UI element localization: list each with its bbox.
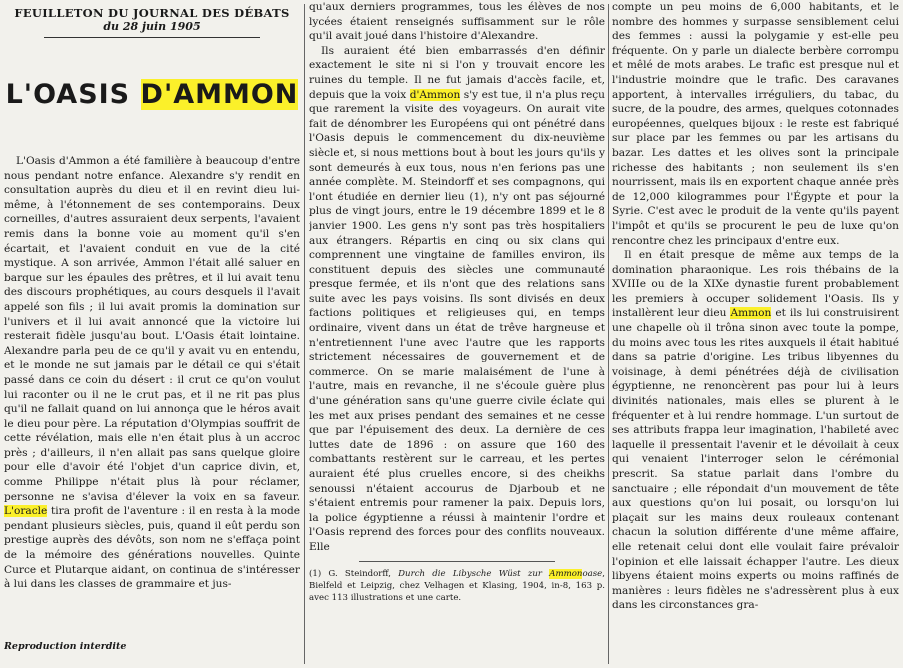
text-run: et ils lui construisirent une chapelle où il trôna sinon avec toute la pompe, du moins avec tous les rites auxquels il était habitué dans sa patrie d'origine. Les tribus libyennes du voisinage, à demi pénétrées déjà de civilisation égyptienne, ne renoncèrent pas pour lui à leurs divinités nationales, mais elles se plurent à le fréquenter et à lui rendre hommage. L'un surtout de ses attributs frappa leur imagination, l'habileté avec laquelle il pressentait l'avenir et le dévoilait à ceux qui venaient l'interroger selon le cérémonial prescrit. Sa statue parlait dans l'ombre du sanctuaire ; elle répondait d'un mouvement de tête aux questions qu'on lui posait, ou lorsqu'on lui plaçait sur les mains deux rouleaux contenant chacun la solution différente d'une même affaire, elle retenait celui dont elle voulait faire prévaloir l'opinion et elle laissait échapper l'autre. Les dieux libyens étaient moins experts ou moins raffinés de manières : leurs fidèles ne s'adressèrent plus à eux dans les circonstances gra- xyxy=(612,307,899,612)
title-part-2-highlighted: D'AMMON xyxy=(140,79,299,110)
text-run: L'Oasis d'Ammon a été familière à beaucoup d'entre nous pendant notre enfance. Alexandre s'y rendit en consultation auprès du dieu et il en revint dieu lui-même, à l'étonnement de ses contemporains. Deux corneilles, d'autres assuraient deux serpents, l'avaient remis dans la bonne voie au moment qu'il s'en écartait, et l'avaient conduit en vue de la cité mystique. A son arrivée, Ammon l'était allé saluer en barque sur les épaules des prêtres, et il lui avait tenu des discours prophétiques, au cours desquels il l'avait appelé son fils ; il lui avait promis la domination sur l'univers et il lui avait annoncé que la victoire lui resterait fidèle jusqu'au bout. L'Oasis était lointaine. Alexandre parla peu de ce qu'il y avait vu en entendu, et le monde ne sut jamais par le détail ce qui s'était passé dans ce coin du désert : il crut ce qu'on voulut lui raconter ou il ne le crut pas, et il ne rit pas plus qu'il ne fallait quand on lui annonça que le héros avait le dieu pour père. La réputation d'Olympias souffrit de cette révélation, mais elle n'en était plus à un accroc près ; d'ailleurs, il n'en allait pas sans quelque gloire pour elle d'avoir été l'objet d'un caprice divin, et, comme Philippe n'était plus là pour réclamer, personne ne s'avisa d'élever la voix en sa faveur. xyxy=(4,155,300,503)
paragraph xyxy=(4,154,300,592)
feuilleton-date: du 28 juin 1905 xyxy=(103,20,201,33)
footnote-title: Durch die Libysche Wüst zur xyxy=(398,568,550,579)
feuilleton-header: FEUILLETON DU JOURNAL DES DÉBATS xyxy=(14,6,290,20)
column-3 xyxy=(612,0,899,668)
paragraph: qu'aux derniers programmes, tous les élèves de nos lycées étaient renseignés suffisamment sur le rôle qu'il avait joué dans l'histoire d'Alexandre. xyxy=(309,1,605,43)
column-rule-left xyxy=(304,4,305,664)
article-title xyxy=(4,80,300,110)
footnote xyxy=(309,568,605,604)
title-part-1: L'OASIS xyxy=(5,79,141,110)
column-2-text xyxy=(309,0,605,555)
text-run: s'y est tue, il n'a plus reçu que rarement la visite des voyageurs. On aurait vite fait de dénombrer les Européens qui ont pénétré dans l'Oasis depuis le commencement du dix-neuvième siècle et, si nous mettions bout à bout les jours qu'ils y sont demeurés à eux tous, nous n'en ferions pas une année complète. M. Steindorff et ses compagnons, qui l'ont étudiée en dernier lieu (1), n'y ont pas séjourné plus de vingt jours, entre le 19 décembre 1899 et le 8 janvier 1900. Les gens n'y sont pas très hospitaliers aux étrangers. Répartis en cinq ou six clans qui comprennent une vingtaine de familles environ, ils constituent depuis des siècles une communauté presque fermée, et ils n'ont que des relations sans suite avec les pays voisins. Ils sont divisés en deux factions politiques et religieuses qui, en temps ordinaire, vivent dans un état de trêve hargneuse et n'entretiennent l'une avec l'autre que les rapports strictement nécessaires de gouvernement et de commerce. On se marie malaisément de l'une à l'autre, mais en revanche, il ne s'écoule guère plus d'une génération sans qu'une guerre civile éclate qui les met aux prises pendant des semaines et ne cesse que par l'épuisement des deux. La dernière de ces luttes date de 1896 : on assure que 160 des combattants restèrent sur le carreau, et les pertes auraient été plus cruelles encore, si des cheikhs senoussi n'étaient accourus de Djarboub et ne s'étaient entremis pour ramener la paix. Depuis lors, la police égyptienne a réussi à maintenir l'ordre et l'Oasis reprend des forces pour des conflits nouveaux. Elle xyxy=(309,88,605,553)
column-2 xyxy=(309,0,605,668)
column-1 xyxy=(4,0,300,668)
paragraph: compte un peu moins de 6,000 habitants, et le nombre des hommes y surpasse sensiblement celui des femmes : aussi la polygamie y est-elle peu fréquente. On y parle un dialecte berbère corrompu et mêlé de mots arabes. Le trafic est presque nul et l'industrie moindre que le trafic. Des caravanes apportent, à intervalles irréguliers, du tabac, du sucre, de la poudre, des armes, quelques cotonnades européennes, quelques bijoux : le reste est fabriqué sur place par les femmes ou par les artisans du bazar. Les dattes et les olives sont la principale richesse des habitants ; non seulement ils s'en nourrissent, mais ils en exportent chaque année près de 12,000 kilogrammes pour l'Égypte et pour la Syrie. C'est avec le produit de la vente qu'ils payent l'impôt et qu'ils se procurent le peu de luxe qu'on rencontre chez les principaux d'entre eux. xyxy=(612,1,899,247)
footnote-rule xyxy=(359,561,555,562)
text-run: (1) G. Steindorff, xyxy=(309,568,399,579)
footnote-title: oase xyxy=(582,568,603,579)
text-run: Ils auraient été bien embarrassés d'en définir exactement le site ni si l'on y trouvait encore les ruines du temple. Il ne fut jamais d'accès facile, et, depuis que la voix xyxy=(309,44,605,101)
text-run: tira profit de l'aventure : il en resta à la mode pendant plusieurs siècles, puis, quand il eût perdu son prestige auprès des dévôts, son nom ne s'effaça point de la mémoire des générations nouvelles. Quinte Curce et Plutarque aidant, on continua de s'intéresser à lui dans les classes de grammaire et jus- xyxy=(4,505,300,591)
column-1-text xyxy=(4,154,300,592)
text-run: Il en était presque de même aux temps de la domination pharaonique. Les rois thébains de la XVIIIe ou de la XIXe dynastie furent probablement les premiers à occuper solidement l'Oasis. Ils y installèrent leur dieu xyxy=(612,249,899,320)
text-run: , Bielfeld et Leipzig, chez Velhagen et Klasing, 1904, in-8, 163 p. avec 113 illustrations et une carte. xyxy=(309,568,605,603)
highlight-ammon: Ammon xyxy=(730,307,772,320)
paragraph xyxy=(309,44,605,555)
column-3-text xyxy=(612,0,899,613)
reproduction-notice: Reproduction interdite xyxy=(4,641,127,652)
paragraph xyxy=(612,248,899,613)
highlight-oracle: L'oracle xyxy=(4,505,48,518)
highlight-ammon-footnote: Ammon xyxy=(549,568,583,579)
column-rule-right xyxy=(608,4,609,664)
header-rule xyxy=(44,37,260,38)
highlight-ammon: d'Ammon xyxy=(409,88,461,101)
